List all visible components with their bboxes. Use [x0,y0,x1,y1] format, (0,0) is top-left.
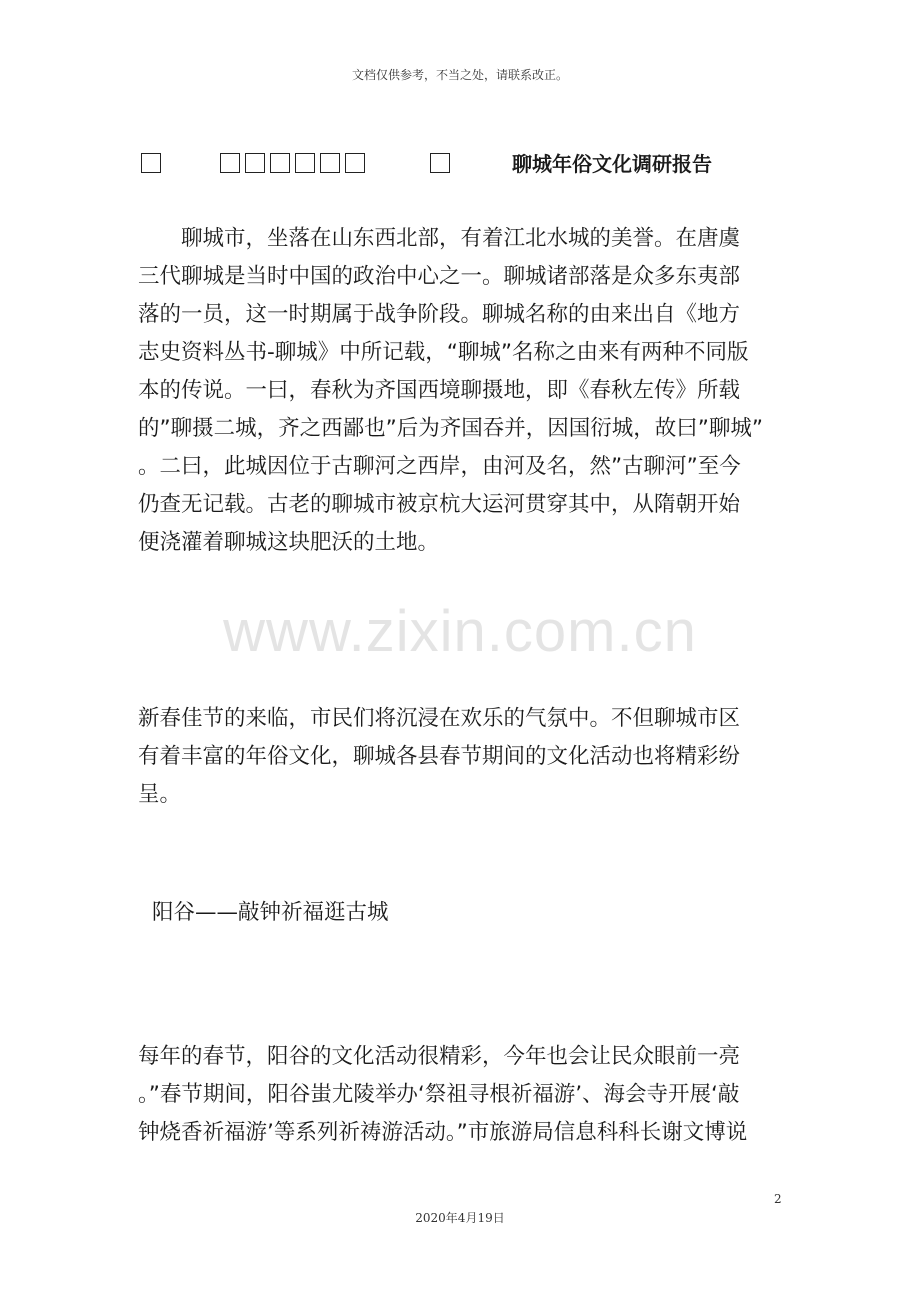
paragraph-line: 三代聊城是当时中国的政治中心之一。聊城诸部落是众多东夷部 [138,264,741,289]
paragraph-line: 钟烧香祈福游’等系列祈祷游活动。”市旅游局信息科科长谢文博说 [138,1120,748,1145]
missing-glyph-box [320,153,340,173]
paragraph-line: 便浇灌着聊城这块肥沃的土地。 [138,530,440,555]
paragraph-line: 每年的春节，阳谷的文化活动很精彩，今年也会让民众眼前一亮 [138,1044,741,1069]
paragraph-line: 的”聊摄二城，齐之西鄙也”后为齐国吞并，因国衍城，故曰”聊城” [138,416,764,441]
header-note: 文档仅供参考，不当之处，请联系改正。 [351,68,568,82]
paragraph-line: 仍查无记载。古老的聊城市被京杭大运河贯穿其中，从隋朝开始 [138,492,741,517]
paragraph-spring-festival [138,700,788,814]
paragraph-line: 本的传说。一曰，春秋为齐国西境聊摄地，即《春秋左传》所载 [138,378,741,403]
missing-glyph-box [295,153,315,173]
paragraph-line: 落的一员，这一时期属于战争阶段。聊城名称的由来出自《地方 [138,302,741,327]
paragraph-yanggu [138,1038,788,1152]
missing-glyph-box [430,153,450,173]
footer-date: 2020年4月19日 [415,1211,505,1225]
paragraph-line: 呈。 [138,782,182,807]
paragraph-line: 有着丰富的年俗文化，聊城各县春节期间的文化活动也将精彩纷 [138,744,741,769]
paragraph-line: 志史资料丛书-聊城》中所记载，“聊城”名称之由来有两种不同版 [138,340,749,365]
missing-glyph-box [270,153,290,173]
missing-glyph-box [220,153,240,173]
paragraph-line: 。”春节期间，阳谷蚩尤陵举办‘祭祖寻根祈福游’、海会寺开展‘敲 [138,1082,740,1107]
subheading-text: 阳谷——敲钟祈福逛古城 [152,900,389,925]
document-title: 聊城年俗文化调研报告 [512,152,712,176]
paragraph-line: 。二曰，此城因位于古聊河之西岸，由河及名，然”古聊河”至今 [138,454,741,479]
missing-glyph-box [345,153,365,173]
subheading-yanggu [152,894,802,932]
missing-glyph-box [141,153,161,173]
paragraph-intro [138,220,788,562]
page-number: 2 [774,1192,782,1206]
title-row [0,150,920,180]
paragraph-line: 聊城市，坐落在山东西北部，有着江北水城的美誉。在唐虞 [138,226,741,251]
watermark: www.zixin.com.cn [223,599,697,664]
missing-glyph-box [245,153,265,173]
paragraph-line: 新春佳节的来临，市民们将沉浸在欢乐的气氛中。不但聊城市区 [138,706,741,731]
